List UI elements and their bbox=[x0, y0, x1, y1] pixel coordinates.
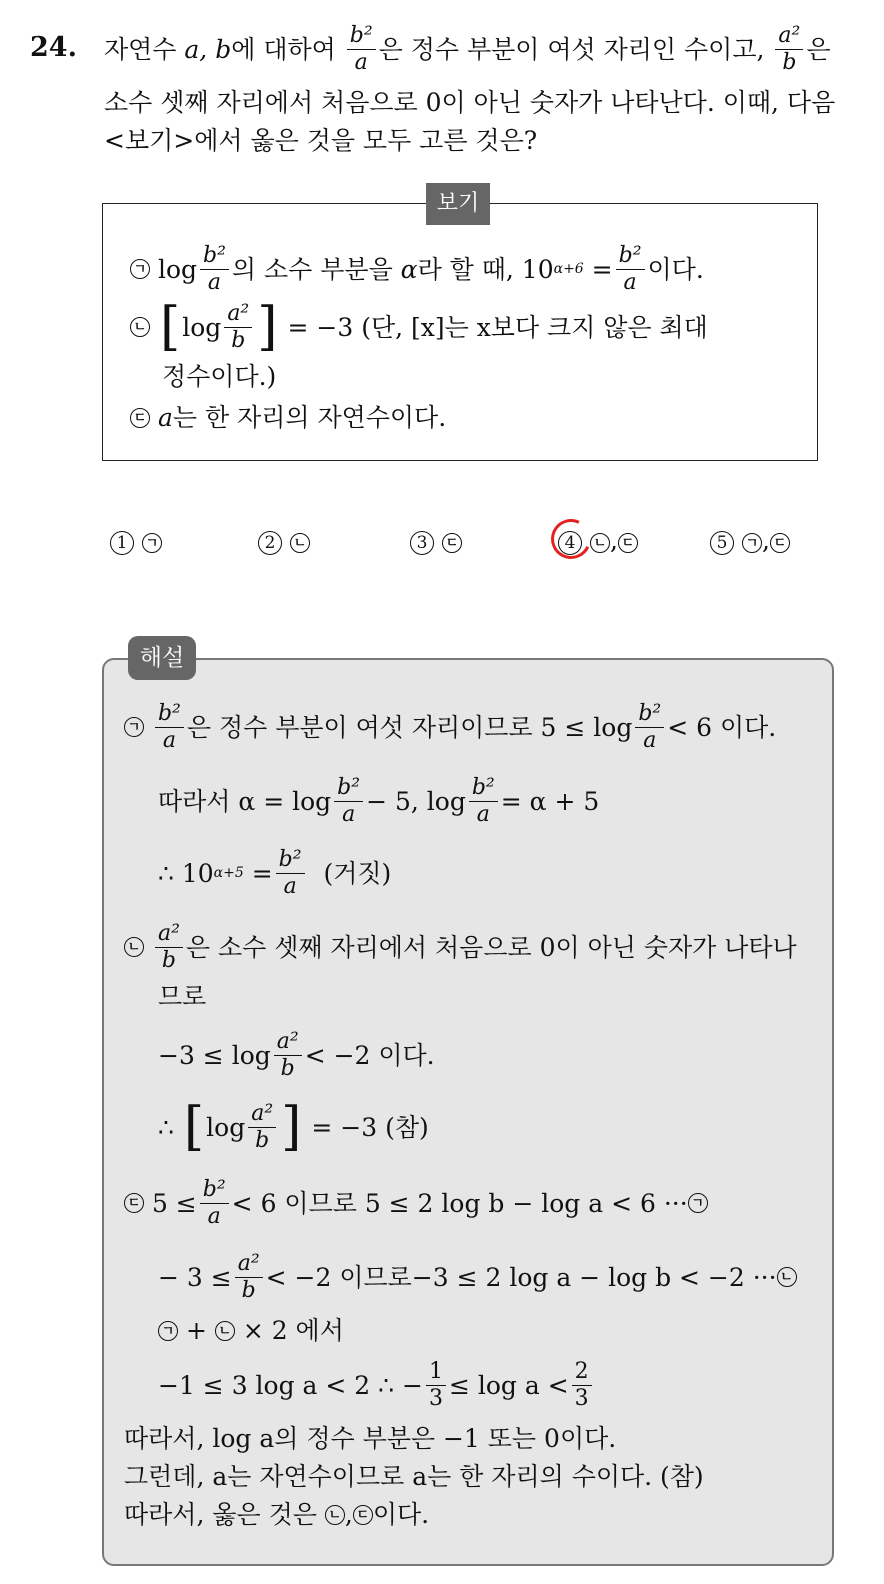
sol-7-log: log bbox=[206, 1112, 246, 1142]
ref-mark-n: ㄴ bbox=[777, 1267, 797, 1287]
floor-bracket-open: [ bbox=[183, 1097, 205, 1157]
q-text-d: 은 bbox=[806, 34, 831, 64]
choice-1[interactable]: 1 ㄱ bbox=[110, 526, 162, 555]
mark-g: ㄱ bbox=[124, 717, 144, 737]
sol-line-1: ㄱ $\frac{\text{b²}}{a}$ 은 정수 부분이 여섯 자리이므로 5 ≤ log $\frac{\text{b²}}{a}$ < 6 이다. bbox=[124, 694, 776, 760]
q-text-a: 자연수 bbox=[104, 34, 177, 64]
bogi-3-text: 는 한 자리의 자연수이다. bbox=[172, 403, 447, 432]
sol-line-8: ㄷ 5 ≤ $\frac{\text{b²}}{a}$ < 6 이므로 5 ≤ 2 log b − log a < 6 ··· ㄱ bbox=[124, 1170, 708, 1236]
sol-1-text-b: < 6 이다. bbox=[667, 712, 777, 742]
sol-line-6: −3 ≤ log $\frac{\text{a²}}{b}$ < −2 이다. bbox=[158, 1029, 435, 1081]
sol-6-text-a: −3 ≤ log bbox=[158, 1040, 271, 1070]
q-vars: a, b bbox=[184, 34, 232, 64]
bogi-item-2-cont: 정수이다.) bbox=[162, 362, 277, 391]
sol-line-13: 그런데, a는 자연수이므로 a는 한 자리의 수이다. (참) bbox=[124, 1462, 704, 1491]
bogi-2-fraction: $\frac{\text{a²}}{b}$ bbox=[224, 302, 252, 351]
question-number: 24. bbox=[30, 32, 77, 63]
bogi-item-2 bbox=[130, 296, 708, 358]
sol-line-2: 따라서 α = log $\frac{\text{b²}}{a}$ − 5, log $\frac{\text{b²}}{a}$ = α + 5 bbox=[158, 775, 600, 827]
sol-2-text-a: 따라서 α = log bbox=[158, 786, 332, 816]
sol-9-text-a: − 3 ≤ bbox=[158, 1262, 232, 1292]
bogi-1-alpha: α bbox=[400, 254, 418, 284]
sol-2-text-b: − 5, log bbox=[366, 786, 466, 816]
sol-4-text: 은 소수 셋째 자리에서 처음으로 0이 아닌 숫자가 나타나 bbox=[185, 932, 797, 962]
bogi-item-1: ㄱ log $\frac{\text{b²}}{a}$ 의 소수 부분을 α 라 할 때, 10 α+6 = $\frac{\text{b²}}{a}$ 이다. bbox=[130, 236, 704, 302]
sol-7-therefore: ∴ bbox=[158, 1112, 174, 1142]
sol-10-plus: + bbox=[185, 1316, 207, 1345]
answer-circle-mark bbox=[545, 513, 596, 564]
choice-3[interactable]: 3 ㄷ bbox=[410, 526, 462, 555]
sol-11-text-a: −1 ≤ 3 log a < 2 ∴ − bbox=[158, 1370, 423, 1400]
sol-8-text-b: < 6 이므로 5 ≤ 2 log b − log a < 6 ··· bbox=[231, 1188, 688, 1218]
solution-label: 해설 bbox=[128, 636, 196, 680]
sol-3-eq: = bbox=[251, 858, 273, 888]
sol-10-text-c: × 2 에서 bbox=[242, 1316, 344, 1345]
sol-line-10: ㄱ + ㄴ × 2 에서 bbox=[158, 1318, 344, 1343]
sol-1-text-a: 은 정수 부분이 여섯 자리이므로 5 ≤ log bbox=[186, 712, 633, 742]
sol-11-text-b: ≤ log a < bbox=[448, 1370, 569, 1400]
bogi-item-3 bbox=[130, 405, 446, 430]
sol-line-4: ㄴ $\frac{\text{a²}}{b}$ 은 소수 셋째 자리에서 처음으로 0이 아닌 숫자가 나타나 bbox=[124, 914, 797, 980]
sol-7-text-c: = −3 (참) bbox=[311, 1112, 429, 1142]
ref-mark-g: ㄱ bbox=[688, 1193, 708, 1213]
mark-n: ㄴ bbox=[130, 317, 150, 337]
bogi-label: 보기 bbox=[426, 183, 490, 225]
floor-bracket-open: [ bbox=[159, 297, 181, 357]
sol-line-5: 므로 bbox=[158, 982, 207, 1011]
q-text-c: 은 정수 부분이 여섯 자리인 수이고, bbox=[378, 34, 765, 64]
choice-4[interactable]: 4 ㄴ , ㄷ bbox=[558, 526, 638, 555]
sol-line-11: −1 ≤ 3 log a < 2 ∴ − $\frac{1}{3}$ ≤ log a < $\frac{2}{3}$ bbox=[158, 1352, 595, 1418]
q-fraction-b2-over-a: $\frac{\text{b²}}{a}$ bbox=[347, 24, 376, 73]
bogi-2-log: log bbox=[182, 312, 222, 342]
q-fraction-a2-over-b: $\frac{\text{a²}}{b}$ bbox=[775, 24, 803, 73]
question-line-1 bbox=[104, 14, 830, 84]
floor-bracket-close: ] bbox=[257, 297, 278, 357]
bogi-1-fraction: $\frac{\text{b²}}{a}$ bbox=[200, 244, 229, 293]
mark-n: ㄴ bbox=[124, 937, 144, 957]
sol-9-text-b: < −2 이므로−3 ≤ 2 log a − log b < −2 ··· bbox=[265, 1262, 777, 1292]
sol-line-9: − 3 ≤ $\frac{\text{a²}}{b}$ < −2 이므로−3 ≤ 2 log a − log b < −2 ··· ㄴ bbox=[158, 1244, 797, 1310]
mark-d: ㄷ bbox=[124, 1193, 144, 1213]
sol-line-12: 따라서, log a의 정수 부분은 −1 또는 0이다. bbox=[124, 1424, 617, 1453]
bogi-1-log: log bbox=[157, 254, 198, 284]
sol-3-text-a: ∴ 10 bbox=[158, 858, 214, 888]
bogi-1-eq: = bbox=[591, 254, 613, 284]
question-line-3: <보기>에서 옳은 것을 모두 고른 것은? bbox=[104, 126, 538, 155]
sol-line-7: ∴ [ log $\frac{\text{a²}}{b}$ ] = −3 (참) bbox=[158, 1097, 429, 1157]
sol-line-3: ∴ 10 α+5 = $\frac{\text{b²}}{a}$ (거짓) bbox=[158, 847, 392, 899]
sol-2-text-c: = α + 5 bbox=[500, 786, 600, 816]
sol-line-14: 따라서, 옳은 것은 ㄴ , ㄷ 이다. bbox=[124, 1500, 430, 1529]
bogi-2-text-b: = −3 (단, [x]는 x보다 크지 않은 최대 bbox=[287, 312, 708, 342]
sol-8-text-a: 5 ≤ bbox=[151, 1188, 197, 1218]
q-text-b: 에 대하여 bbox=[231, 34, 336, 64]
sol-14-text-a: 따라서, 옳은 것은 bbox=[124, 1500, 317, 1529]
floor-bracket-close: ] bbox=[281, 1097, 302, 1157]
bogi-1-text-e: 이다. bbox=[647, 254, 704, 284]
choice-5[interactable]: 5 ㄱ , ㄷ bbox=[710, 526, 790, 555]
question-line-2: 소수 셋째 자리에서 처음으로 0이 아닌 숫자가 나타난다. 이때, 다음 bbox=[104, 88, 836, 117]
bogi-3-var: a bbox=[157, 403, 173, 432]
sol-3-verdict: (거짓) bbox=[323, 858, 392, 888]
mark-d: ㄷ bbox=[130, 408, 150, 428]
bogi-1-text-b: 의 소수 부분을 bbox=[231, 254, 393, 284]
choice-2[interactable]: 2 ㄴ bbox=[258, 526, 310, 555]
bogi-1-text-c: 라 할 때, 10 bbox=[417, 254, 554, 284]
bogi-1-fraction-2: $\frac{\text{b²}}{a}$ bbox=[616, 244, 645, 293]
mark-g: ㄱ bbox=[130, 259, 150, 279]
sol-6-text-b: < −2 이다. bbox=[304, 1040, 435, 1070]
sol-14-text-c: 이다. bbox=[372, 1500, 430, 1529]
